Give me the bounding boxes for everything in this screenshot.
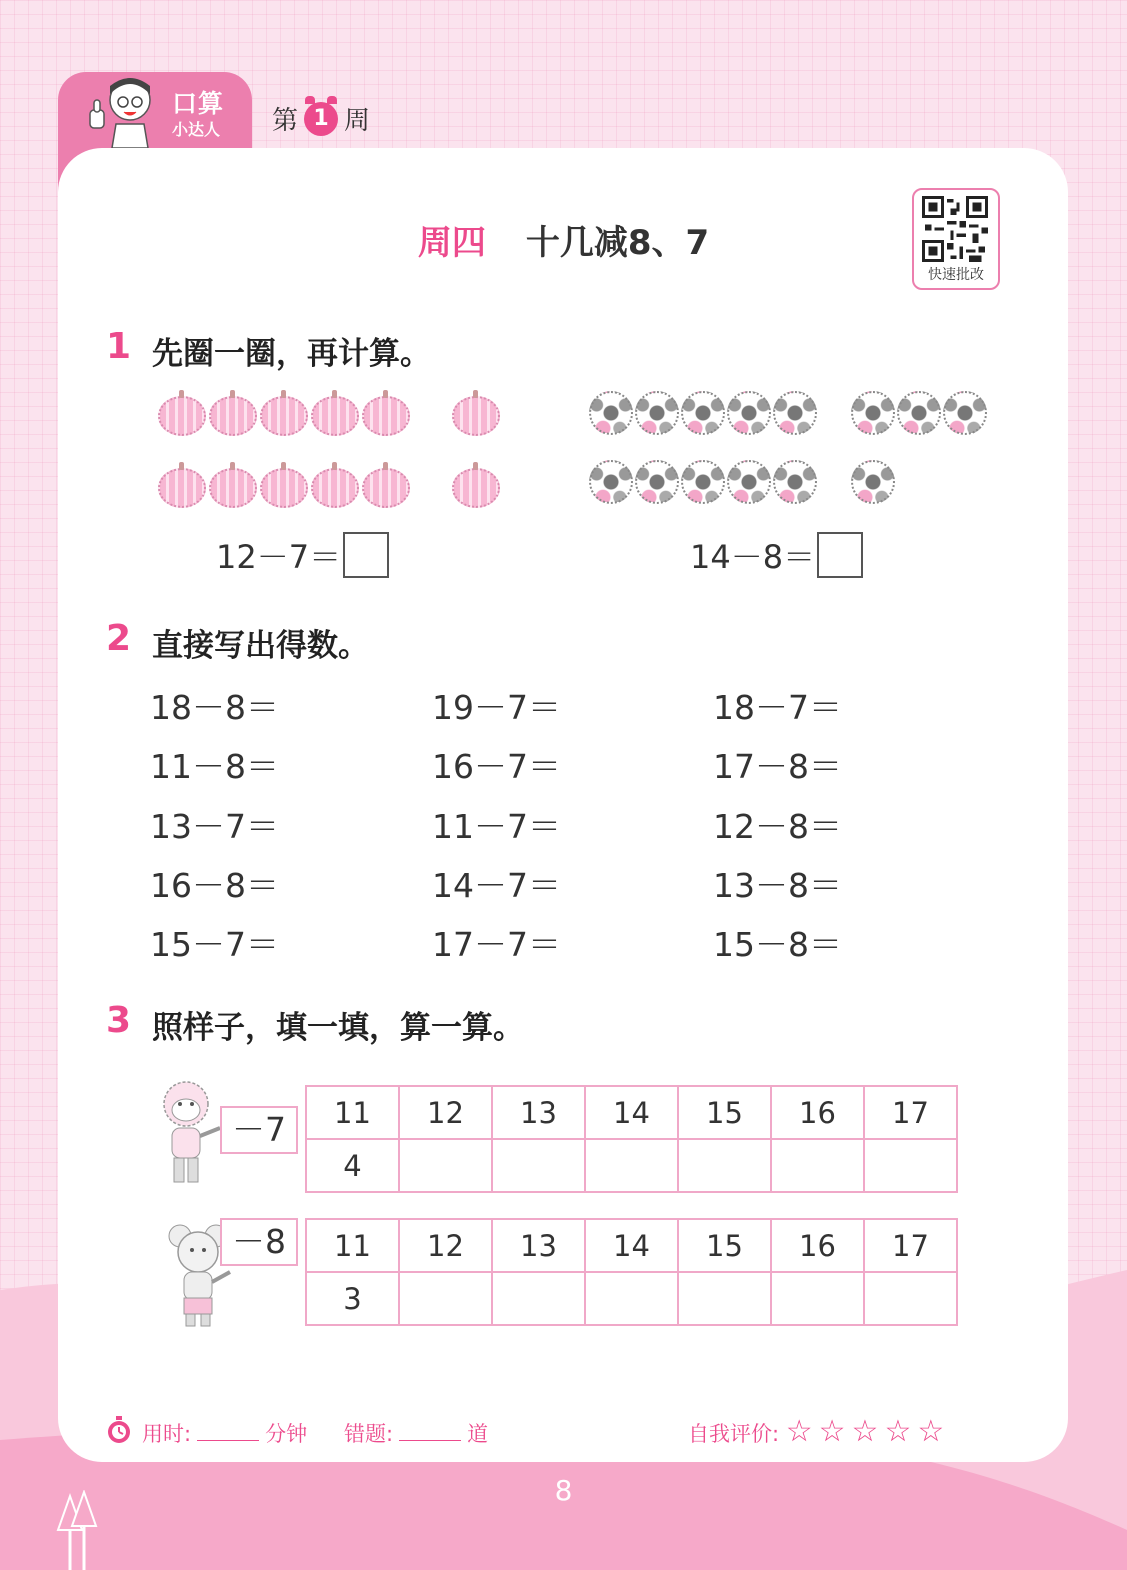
error-unit: 道 [467,1422,489,1446]
week-prefix: 第 [272,106,299,136]
monkey-icon [150,1078,230,1190]
thumbs-up-kid-icon [86,72,166,148]
section-1-number: 1 [106,326,132,367]
qr-label: 快速批改 [928,267,984,283]
soccer-ball-icon [635,460,679,504]
day-label: 周四 [417,223,486,263]
table-row-top [306,1086,957,1139]
calc-problem[interactable]: 15－8＝ [713,925,842,964]
table-row-answers [306,1139,957,1192]
week-number: 1 [304,102,338,136]
section-3-title: 照样子，填一填，算一算。 [152,1010,524,1046]
week-indicator [272,100,370,137]
calc-problem[interactable]: 13－8＝ [713,866,842,905]
time-blank[interactable] [197,1422,259,1441]
answer-cell[interactable] [678,1272,771,1325]
section-2-title: 直接写出得数。 [152,628,369,664]
pumpkin-icon [362,396,410,436]
answer-cell[interactable] [678,1139,771,1192]
operator-box-minus-7: －7 [220,1106,298,1154]
soccer-ball-icon [943,391,987,435]
pumpkin-icon [311,396,359,436]
calc-problem[interactable]: 19－7＝ [432,688,561,727]
calc-problem[interactable]: 17－7＝ [432,925,561,964]
table-cell: 11 [306,1219,399,1272]
calc-problem[interactable]: 16－7＝ [432,747,561,786]
week-suffix: 周 [344,106,371,136]
calc-problem[interactable]: 18－7＝ [713,688,842,727]
answer-cell[interactable] [399,1139,492,1192]
calc-problem[interactable]: 16－8＝ [150,866,279,905]
error-field [344,1418,488,1448]
rating-stars[interactable]: ☆☆☆☆☆ [785,1414,951,1449]
calc-problem[interactable]: 12－8＝ [713,807,842,846]
calc-problem[interactable]: 14－7＝ [432,866,561,905]
section-2-number: 2 [106,618,132,659]
stopwatch-icon [106,1416,132,1444]
table-cell: 3 [306,1272,399,1325]
calc-problem[interactable]: 18－8＝ [150,688,279,727]
time-unit: 分钟 [265,1422,308,1446]
pumpkin-icon [158,396,206,436]
answer-cell[interactable] [492,1139,585,1192]
soccer-ball-icon [773,391,817,435]
self-evaluation [688,1414,950,1449]
table-cell: 12 [399,1219,492,1272]
calc-problem[interactable]: 13－7＝ [150,807,279,846]
soccer-ball-icon [773,460,817,504]
soccer-ball-icon [681,391,725,435]
brand-subtitle: 小达人 [172,120,221,139]
pumpkin-icon [209,468,257,508]
table-cell: 16 [771,1086,864,1139]
soccer-ball-icon [851,391,895,435]
equation-left [216,532,389,578]
qr-code[interactable] [912,188,1000,290]
table-cell: 17 [864,1086,957,1139]
table-cell: 16 [771,1219,864,1272]
calc-problem[interactable]: 11－7＝ [432,807,561,846]
time-label: 用时: [142,1422,192,1446]
table-cell: 15 [678,1219,771,1272]
equation-right-text: 14－8＝ [690,538,816,576]
table-cell: 13 [492,1219,585,1272]
table-row-answers [306,1272,957,1325]
soccer-ball-icon [897,391,941,435]
table-cell: 15 [678,1086,771,1139]
pumpkin-icon [311,468,359,508]
equation-left-text: 12－7＝ [216,538,342,576]
answer-cell[interactable] [585,1139,678,1192]
soccer-ball-icon [589,460,633,504]
soccer-ball-icon [635,391,679,435]
page-number: 8 [554,1474,573,1507]
answer-cell[interactable] [771,1139,864,1192]
pumpkin-icon [260,468,308,508]
answer-cell[interactable] [585,1272,678,1325]
pumpkin-icon [260,396,308,436]
calc-problem[interactable]: 17－8＝ [713,747,842,786]
pumpkin-icon [452,468,500,508]
calc-problem[interactable]: 11－8＝ [150,747,279,786]
self-eval-label: 自我评价: [688,1422,780,1446]
error-blank[interactable] [399,1422,461,1441]
table-cell: 12 [399,1086,492,1139]
table-cell: 14 [585,1219,678,1272]
calc-problem[interactable]: 15－7＝ [150,925,279,964]
answer-cell[interactable] [492,1272,585,1325]
section-1-title: 先圈一圈，再计算。 [152,336,431,372]
pumpkin-icon [158,468,206,508]
answer-cell[interactable] [771,1272,864,1325]
qr-code-icon [922,196,988,262]
equation-right [690,532,863,578]
arrow-decoration-icon [56,1490,100,1570]
answer-box-left[interactable] [343,532,389,578]
answer-cell[interactable] [864,1139,957,1192]
table-cell: 13 [492,1086,585,1139]
table-cell: 14 [585,1086,678,1139]
answer-cell[interactable] [399,1272,492,1325]
subtract-7-table [305,1085,958,1193]
section-3-number: 3 [106,1000,132,1041]
pumpkin-icon [209,396,257,436]
time-field [142,1418,307,1448]
table-cell: 17 [864,1219,957,1272]
error-label: 错题: [344,1422,394,1446]
soccer-ball-icon [851,460,895,504]
answer-cell[interactable] [864,1272,957,1325]
soccer-ball-icon [727,391,771,435]
subtract-8-table [305,1218,958,1326]
table-cell: 11 [306,1086,399,1139]
answer-box-right[interactable] [817,532,863,578]
soccer-ball-icon [727,460,771,504]
table-row-top [306,1219,957,1272]
soccer-ball-icon [589,391,633,435]
table-cell: 4 [306,1139,399,1192]
topic-label: 十几减8、7 [525,223,710,263]
brand-title: 口算 [172,89,225,118]
soccer-ball-icon [681,460,725,504]
pumpkin-icon [362,468,410,508]
operator-box-minus-8: －8 [220,1218,298,1266]
pumpkin-icon [452,396,500,436]
